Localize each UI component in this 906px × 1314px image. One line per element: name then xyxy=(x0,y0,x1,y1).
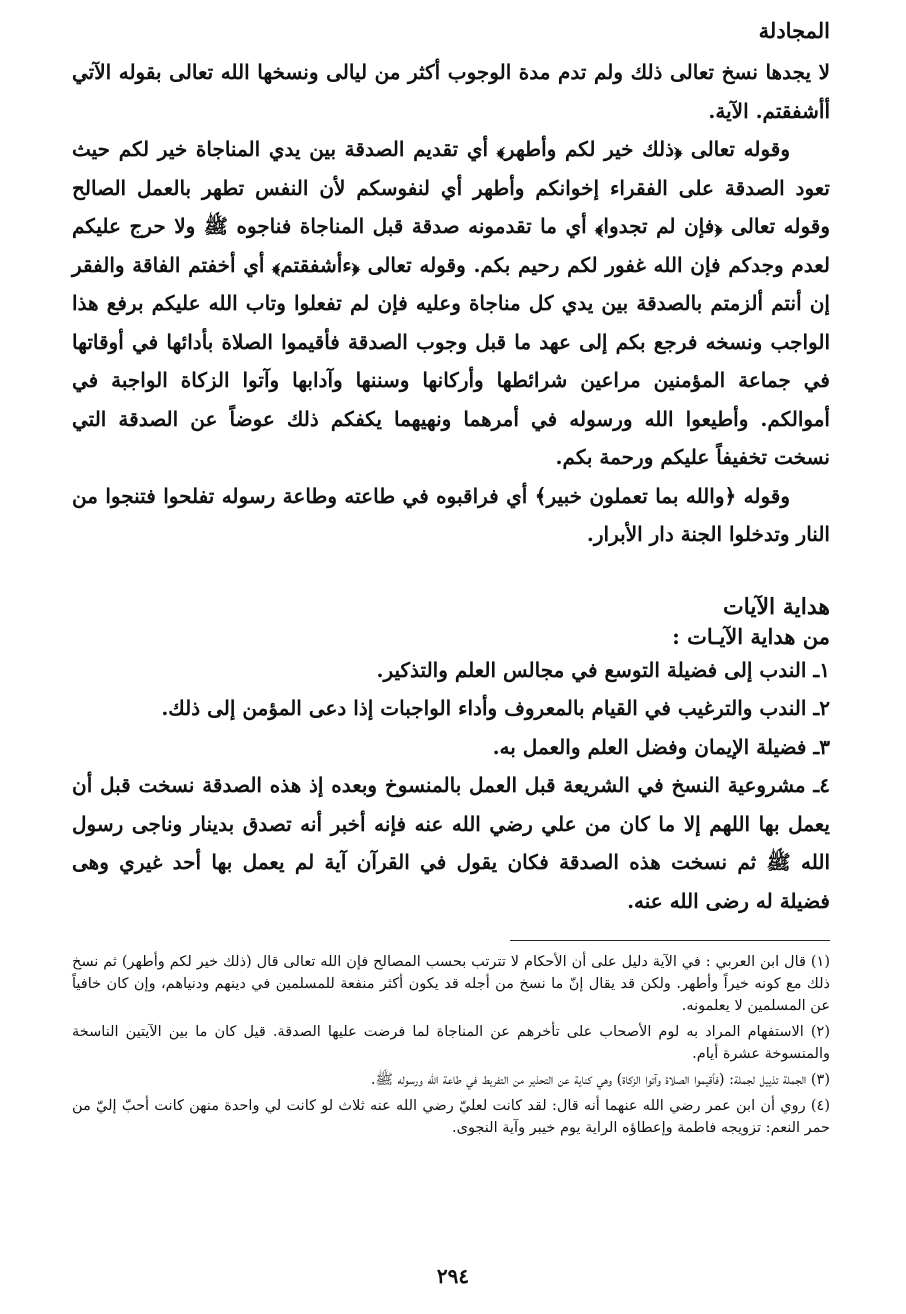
lesson-item: ١ـ الندب إلى فضيلة التوسع في مجالس العلم والتذكير. xyxy=(376,657,830,682)
page-number: ٢٩٤ xyxy=(436,1264,470,1288)
lessons-list xyxy=(72,651,830,921)
footnote: (١) قال ابن العربي : في الآية دليل على أن الأحكام لا تترتب بحسب المصالح فإن الله تعالى قال (ذلك خير لكم وأطهر) ثم نسخ ذلك مع كونه خيراً وأطهر. ولكن قد يقال إنّ ما نسخ من أجله قد يكون أكثر منفعة للمسلمين في دينهم ودنياهم، وإن كان خافياً عن المسلمين لا يعلمونه. xyxy=(72,954,830,1014)
lesson-item: ٤ـ مشروعية النسخ في الشريعة قبل العمل بالمنسوخ وبعده إذ هذه الصدقة نسخت قبل أن يعمل بها اللهم إلا ما كان من علي رضي الله عنه فإنه أخبر أنه تصدق بدينار وناجى رسول الله ﷺ ثم نسخت هذه الصدقة فكان يقول في القرآن آية لم يعمل بها أحد غيري وهى فضيلة له رضى الله عنه. xyxy=(72,773,830,913)
lesson-item: ٣ـ فضيلة الإيمان وفضل العلم والعمل به. xyxy=(492,734,830,759)
section-title: هداية الآيات xyxy=(722,593,830,620)
footnotes xyxy=(72,951,830,1139)
section-subtitle: من هداية الآيـات : xyxy=(672,623,830,649)
lesson-item: ٢ـ الندب والترغيب في القيام بالمعروف وأداء الواجبات إذا دعى المؤمن إلى ذلك. xyxy=(161,696,830,720)
main-text xyxy=(72,53,830,554)
footnote: (٤) روي أن ابن عمر رضي الله عنهما أنه قال: لقد كانت لعليّ رضي الله عنه ثلاث لو كانت لي واحدة منهن كانت أحبّ إليّ من حمر النعم: تزويجه فاطمة وإعطاؤه الراية يوم خيبر وآية النجوى. xyxy=(72,1098,830,1136)
running-head: المجادلة xyxy=(758,18,830,43)
footnote: (٣) الجملة تذييل لجملة: (فأقيموا الصلاة وآتوا الزكاة) وهي كناية عن التحذير من التفريط في طاعة الله ورسوله ﷺ. xyxy=(370,1072,830,1088)
paragraph: لا يجدها نسخ تعالى ذلك ولم تدم مدة الوجوب أكثر من ليالى ونسخها الله تعالى بقوله الآتي أأشفقتم. الآية. xyxy=(72,60,830,123)
paragraph: وقوله تعالى ﴿ذلك خير لكم وأطهر﴾ أي تقديم الصدقة بين يدي المناجاة خير لكم حيث تعود الصدقة على الفقراء إخوانكم وأطهر أي لنفوسكم لأن النفس تطهر بالعمل الصالح وقوله تعالى ﴿فإن لم تجدوا﴾ أي ما تقدمونه صدقة قبل المناجاة فناجوه ﷺ ولا حرج عليكم لعدم وجدكم فإن الله غفور لكم رحيم بكم. وقوله تعالى ﴿ءأشفقتم﴾ أي أخفتم الفاقة والفقر إن أنتم ألزمتم بالصدقة بين يدي كل مناجاة وعليه فإن لم تفعلوا وتاب الله عليكم برفع هذا الواجب ونسخه فرجع بكم إلى عهد ما قبل وجوب الصدقة فأقيموا الصلاة بأدائها في أوقاتها في جماعة المؤمنين مراعين شرائطها وأركانها وسننها وآدابها وآتوا الزكاة الواجبة في أموالكم. وأطيعوا الله ورسوله في أمرهما ونهيهما يكفكم ذلك عوضاً عن الصدقة التي نسخت تخفيفاً عليكم ورحمة بكم. xyxy=(72,137,830,469)
footnote: (٢) الاستفهام المراد به لوم الأصحاب على تأخرهم عن المناجاة لما فرضت عليها الصدقة. قيل كان ما بين الآيتين الناسخة والمنسوخة عشرة أيام. xyxy=(72,1024,830,1062)
paragraph: وقوله ﴿والله بما تعملون خبير﴾ أي فراقبوه في طاعته وطاعة رسوله تفلحوا فتنجوا من النار وتدخلوا الجنة دار الأبرار. xyxy=(72,483,830,546)
footnote-separator xyxy=(510,940,830,941)
